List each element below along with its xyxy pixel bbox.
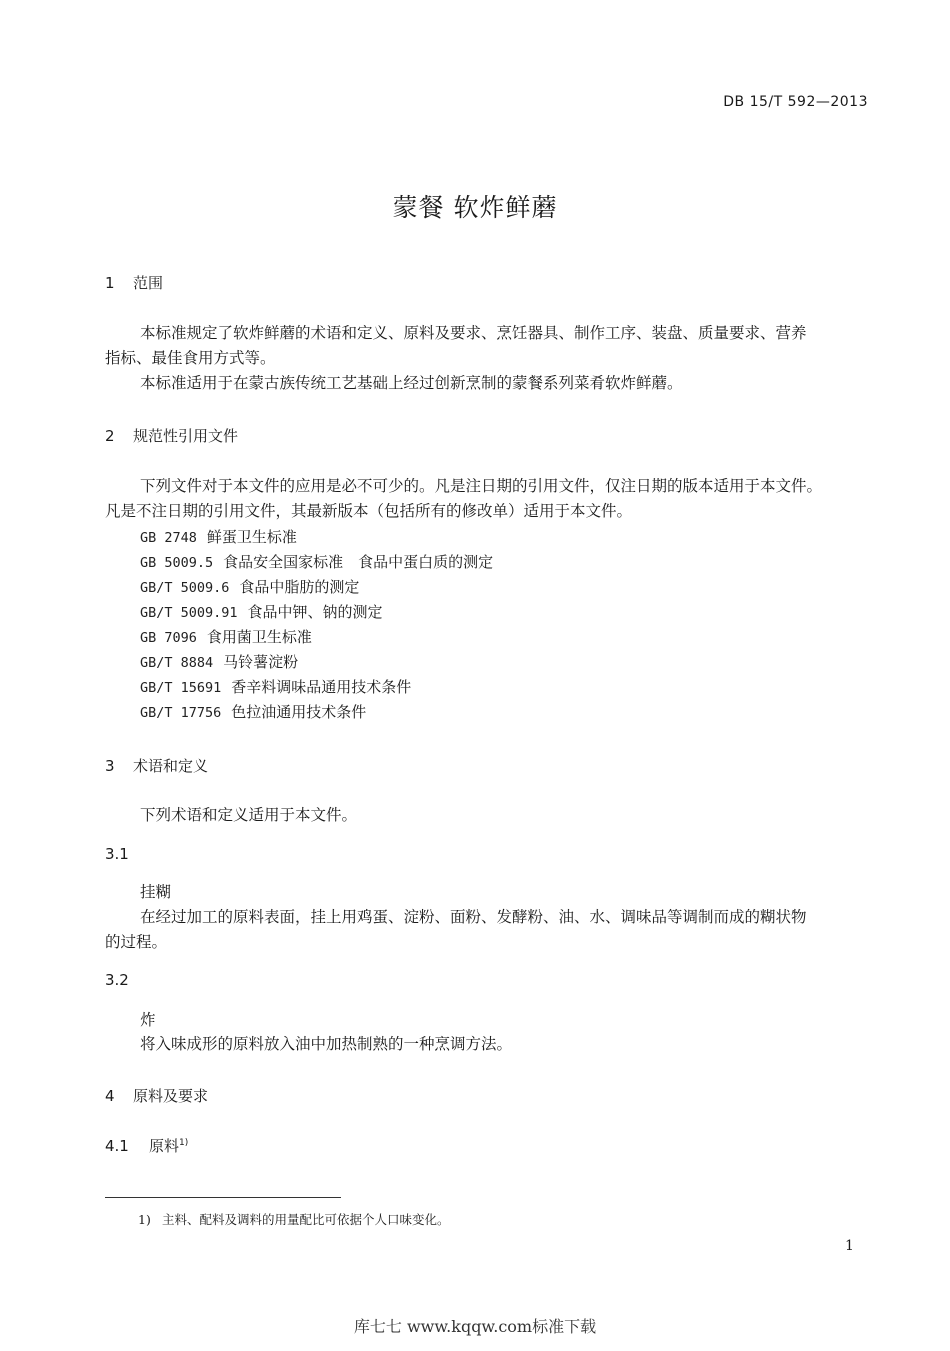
document-title: 蒙餐 软炸鲜蘑 [392,193,558,222]
term-3-2-number: 3.2 [105,971,129,989]
reference-title: 食品中钾、钠的测定 [247,603,383,621]
reference-code: GB/T 17756 [140,705,222,721]
term-3-2-name: 炸 [140,1011,156,1029]
term-3-2-definition: 将入味成形的原料放入油中加热制熟的一种烹调方法。 [140,1035,513,1053]
subsection-4-1-heading [105,1135,188,1156]
reference-item [140,601,383,622]
section-number: 3 [105,757,115,775]
footnote-reference: 1) [179,1138,189,1148]
section-title: 范围 [133,274,164,292]
footnote-separator [105,1197,341,1198]
term-3-1-number: 3.1 [105,845,129,863]
reference-title: 色拉油通用技术条件 [231,703,367,721]
reference-item [140,551,493,572]
terms-intro: 下列术语和定义适用于本文件。 [140,806,358,824]
reference-title: 食用菌卫生标准 [206,628,312,646]
download-watermark: 库七七 www.kqqw.com标准下载 [353,1317,597,1336]
footnote [138,1210,450,1228]
references-intro-line-2: 凡是不注日期的引用文件，其最新版本（包括所有的修改单）适用于本文件。 [105,502,633,520]
reference-code: GB/T 8884 [140,655,214,671]
term-3-1-definition-line-1: 在经过加工的原料表面，挂上用鸡蛋、淀粉、面粉、发酵粉、油、水、调味品等调制而成的糊状物 [140,908,807,926]
reference-item [140,701,366,722]
subsection-title: 原料 [149,1137,180,1155]
reference-item [140,526,297,547]
subsection-number: 4.1 [105,1137,129,1155]
term-3-1-definition-line-2: 的过程。 [105,933,168,951]
section-1-heading [105,272,163,293]
reference-title: 食品安全国家标准 食品中蛋白质的测定 [223,553,494,571]
section-number: 1 [105,274,115,292]
section-title: 原料及要求 [133,1087,209,1105]
section-title: 术语和定义 [133,757,209,775]
reference-code: GB 7096 [140,630,197,646]
term-3-1-name: 挂糊 [140,883,172,901]
reference-item [140,676,411,697]
reference-item [140,576,359,597]
reference-code: GB 2748 [140,530,197,546]
section-4-heading [105,1085,208,1106]
reference-code: GB/T 5009.6 [140,580,230,596]
reference-code: GB/T 5009.91 [140,605,238,621]
footnote-mark: 1) [138,1212,151,1227]
reference-title: 马铃薯淀粉 [223,653,299,671]
reference-code: GB 5009.5 [140,555,214,571]
reference-item [140,626,312,647]
document-code: DB 15/T 592—2013 [723,94,868,110]
scope-paragraph-1-line-1: 本标准规定了软炸鲜蘑的术语和定义、原料及要求、烹饪器具、制作工序、装盘、质量要求、营养 [140,324,807,342]
footnote-text: 主料、配料及调料的用量配比可依据个人口味变化。 [162,1212,450,1227]
page-number: 1 [845,1238,854,1254]
section-number: 4 [105,1087,115,1105]
scope-paragraph-1-line-2: 指标、最佳食用方式等。 [105,349,276,367]
reference-title: 鲜蛋卫生标准 [206,528,297,546]
scope-paragraph-2: 本标准适用于在蒙古族传统工艺基础上经过创新烹制的蒙餐系列菜肴软炸鲜蘑。 [140,374,683,392]
section-number: 2 [105,427,115,445]
section-title: 规范性引用文件 [133,427,239,445]
reference-code: GB/T 15691 [140,680,222,696]
reference-title: 食品中脂肪的测定 [239,578,360,596]
reference-title: 香辛料调味品通用技术条件 [231,678,412,696]
reference-item [140,651,298,672]
section-2-heading [105,425,238,446]
section-3-heading [105,755,208,776]
references-intro-line-1: 下列文件对于本文件的应用是必不可少的。凡是注日期的引用文件，仅注日期的版本适用于本文件。 [140,477,823,495]
